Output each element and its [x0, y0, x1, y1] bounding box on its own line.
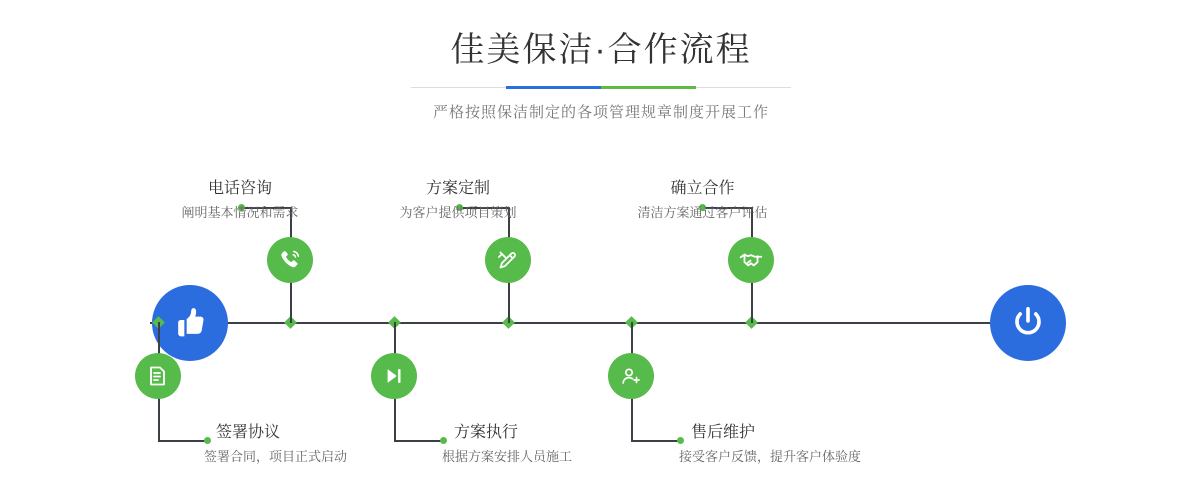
step-desc-1: 阐明基本情况和需求	[181, 205, 299, 220]
step-label-3	[358, 178, 558, 223]
handshake-icon	[738, 247, 764, 273]
step-icon-3	[485, 237, 531, 283]
step-icon-4	[371, 353, 417, 399]
pencil-ruler-icon	[496, 248, 520, 272]
step-label-4	[428, 422, 658, 467]
phone-call-icon	[277, 247, 303, 273]
title-divider	[411, 86, 791, 89]
step-desc-5: 清洁方案通过客户评估	[637, 205, 768, 220]
step-icon-1	[267, 237, 313, 283]
step-label-2	[190, 422, 420, 467]
thumbs-up-icon	[170, 303, 210, 343]
play-forward-icon	[383, 365, 405, 387]
power-icon	[1008, 303, 1048, 343]
page-title: 佳美保洁·合作流程	[450, 31, 752, 69]
step-desc-2: 签署合同，项目正式启动	[204, 449, 348, 464]
step-title-5: 确立合作	[670, 180, 735, 197]
process-flow	[0, 150, 1202, 502]
end-endpoint	[990, 285, 1066, 361]
step-title-1: 电话咨询	[207, 180, 272, 197]
step-title-2: 签署协议	[216, 424, 281, 441]
divider-blue-segment	[506, 86, 601, 89]
step-desc-4: 根据方案安排人员施工	[442, 449, 573, 464]
step-icon-2	[135, 353, 181, 399]
step-label-5	[600, 178, 805, 223]
step-title-4: 方案执行	[454, 424, 519, 441]
step-label-6	[665, 422, 955, 467]
step-icon-5	[728, 237, 774, 283]
step-desc-6: 接受客户反馈，提升客户体验度	[679, 449, 862, 464]
step-label-1	[140, 178, 340, 223]
header	[0, 28, 1202, 122]
page-subtitle: 严格按照保洁制定的各项管理规章制度开展工作	[432, 104, 769, 121]
step-icon-6	[608, 353, 654, 399]
customer-support-icon	[619, 364, 643, 388]
document-edit-icon	[146, 364, 170, 388]
step-desc-3: 为客户提供项目策划	[399, 205, 517, 220]
step-title-6: 售后维护	[691, 424, 756, 441]
step-title-3: 方案定制	[425, 180, 490, 197]
divider-green-segment	[601, 86, 696, 89]
